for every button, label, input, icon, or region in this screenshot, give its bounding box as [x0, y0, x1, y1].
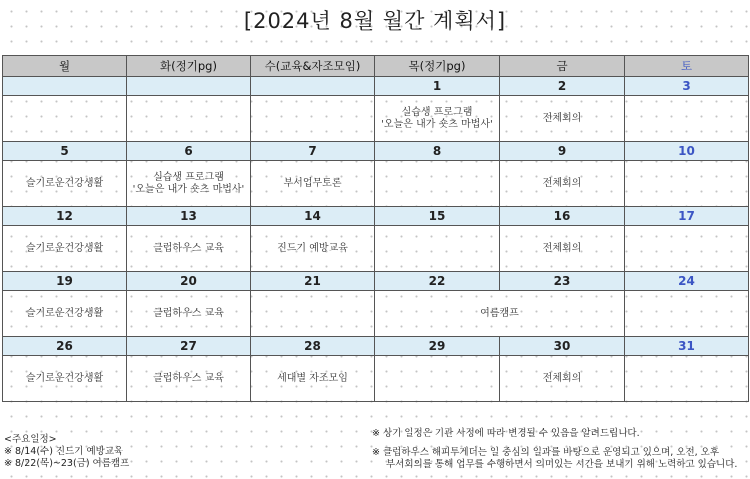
date-cell: 14: [251, 207, 375, 226]
date-cell: [3, 77, 127, 96]
week-2-event-row: [3, 161, 749, 207]
event-text: 슬기로운건강생활: [25, 177, 104, 189]
event-cell: [3, 226, 127, 272]
week-4-date-row: [3, 272, 749, 291]
event-cell: [375, 161, 500, 207]
event-text: 클럽하우스 교육: [153, 242, 224, 254]
weekday-mon: 월: [3, 56, 127, 77]
event-text: 전체회의: [542, 372, 582, 384]
weekday-thu: 목(정기pg): [375, 56, 500, 77]
date-cell: 23: [500, 272, 625, 291]
event-cell: [127, 291, 251, 337]
weekday-fri: 금: [500, 56, 625, 77]
date-cell: 3: [625, 77, 749, 96]
page-title: [2024년 8월 월간 계획서]: [243, 9, 507, 33]
key-schedule-heading: <주요일정>: [4, 434, 57, 445]
clubhouse-notice-line1: ※ 클럽하우스 해피투게더는 일 중심의 일과를 바탕으로 운영되고 있으며, 오전, 오후: [372, 446, 720, 458]
event-text: '오늘은 내가 숏츠 마법사': [381, 118, 493, 130]
date-cell: 16: [500, 207, 625, 226]
event-text: 클럽하우스 교육: [153, 307, 224, 319]
event-cell: [625, 96, 749, 142]
key-schedule-item: ※ 8/22(목)~23(금) 여름캠프: [4, 458, 130, 469]
event-text: 전체회의: [542, 242, 582, 254]
event-text: 실습생 프로그램: [401, 106, 473, 118]
date-cell: 22: [375, 272, 500, 291]
event-cell-summer-camp: [375, 291, 625, 337]
week-5-date-row: [3, 337, 749, 356]
date-cell: 2: [500, 77, 625, 96]
event-cell: [3, 291, 127, 337]
week-4-event-row: [3, 291, 749, 337]
date-cell: 9: [500, 142, 625, 161]
week-5-event-row: [3, 356, 749, 402]
date-cell: 21: [251, 272, 375, 291]
event-cell: [127, 356, 251, 402]
date-cell: 10: [625, 142, 749, 161]
event-cell: [3, 356, 127, 402]
event-text: 전체회의: [542, 112, 582, 124]
event-cell: [3, 161, 127, 207]
week-1-event-row: [3, 96, 749, 142]
event-cell: [127, 226, 251, 272]
event-cell: [251, 96, 375, 142]
date-cell: 1: [375, 77, 500, 96]
event-cell: [251, 161, 375, 207]
event-text: 슬기로운건강생활: [25, 372, 104, 384]
date-cell: [127, 77, 251, 96]
date-cell: 17: [625, 207, 749, 226]
week-2-date-row: [3, 142, 749, 161]
date-cell: 29: [375, 337, 500, 356]
date-cell: 20: [127, 272, 251, 291]
event-cell: [500, 226, 625, 272]
event-cell: [3, 96, 127, 142]
event-text: 여름캠프: [480, 307, 519, 319]
event-cell: [625, 291, 749, 337]
event-cell: [500, 96, 625, 142]
event-text: 실습생 프로그램: [153, 171, 224, 183]
week-3-event-row: [3, 226, 749, 272]
clubhouse-notice-line2: 부서회의를 통해 업무를 수행하면서 의미있는 시간을 보내기 위해 노력하고 있습니다.: [386, 459, 738, 470]
event-text: 세대별 자조모임: [277, 372, 348, 384]
date-cell: 28: [251, 337, 375, 356]
event-cell: [127, 161, 251, 207]
event-cell: [500, 161, 625, 207]
event-cell: [251, 291, 375, 337]
key-schedule-item: ※ 8/14(수) 진드기 예방교육: [4, 446, 124, 457]
general-notes: [372, 428, 748, 472]
event-cell: [625, 226, 749, 272]
key-schedule-notes: [4, 434, 129, 470]
event-text: 클럽하우스 교육: [153, 372, 224, 384]
event-cell: [500, 356, 625, 402]
date-cell: 6: [127, 142, 251, 161]
date-cell: 7: [251, 142, 375, 161]
week-3-date-row: [3, 207, 749, 226]
event-cell: [127, 96, 251, 142]
date-cell: 31: [625, 337, 749, 356]
date-cell: 12: [3, 207, 127, 226]
date-cell: 30: [500, 337, 625, 356]
date-cell: 19: [3, 272, 127, 291]
event-cell: [625, 161, 749, 207]
event-text: 부서업무토론: [283, 177, 342, 189]
date-cell: 8: [375, 142, 500, 161]
event-cell: [375, 226, 500, 272]
event-cell: [625, 356, 749, 402]
date-cell: 15: [375, 207, 500, 226]
weekday-sat: 토: [625, 56, 749, 77]
change-notice: ※ 상기 일정은 기관 사정에 따라 변경될 수 있음을 알려드립니다.: [372, 428, 640, 439]
event-text: '오늘은 내가 숏츠 마법사': [132, 183, 245, 195]
monthly-calendar: [2, 55, 749, 402]
date-cell: 27: [127, 337, 251, 356]
date-cell: 13: [127, 207, 251, 226]
week-1-date-row: [3, 77, 749, 96]
weekday-wed: 수(교육&자조모임): [251, 56, 375, 77]
event-cell: [251, 356, 375, 402]
date-cell: 24: [625, 272, 749, 291]
weekday-tue: 화(정기pg): [127, 56, 251, 77]
date-cell: 26: [3, 337, 127, 356]
event-text: 슬기로운건강생활: [25, 307, 104, 319]
event-cell: [251, 226, 375, 272]
event-text: 전체회의: [542, 177, 582, 189]
event-text: 진드기 예방교육: [277, 242, 348, 254]
event-cell: [375, 356, 500, 402]
event-cell: [375, 96, 500, 142]
date-cell: [251, 77, 375, 96]
weekday-header-row: [3, 56, 749, 77]
date-cell: 5: [3, 142, 127, 161]
event-text: 슬기로운건강생활: [25, 242, 104, 254]
